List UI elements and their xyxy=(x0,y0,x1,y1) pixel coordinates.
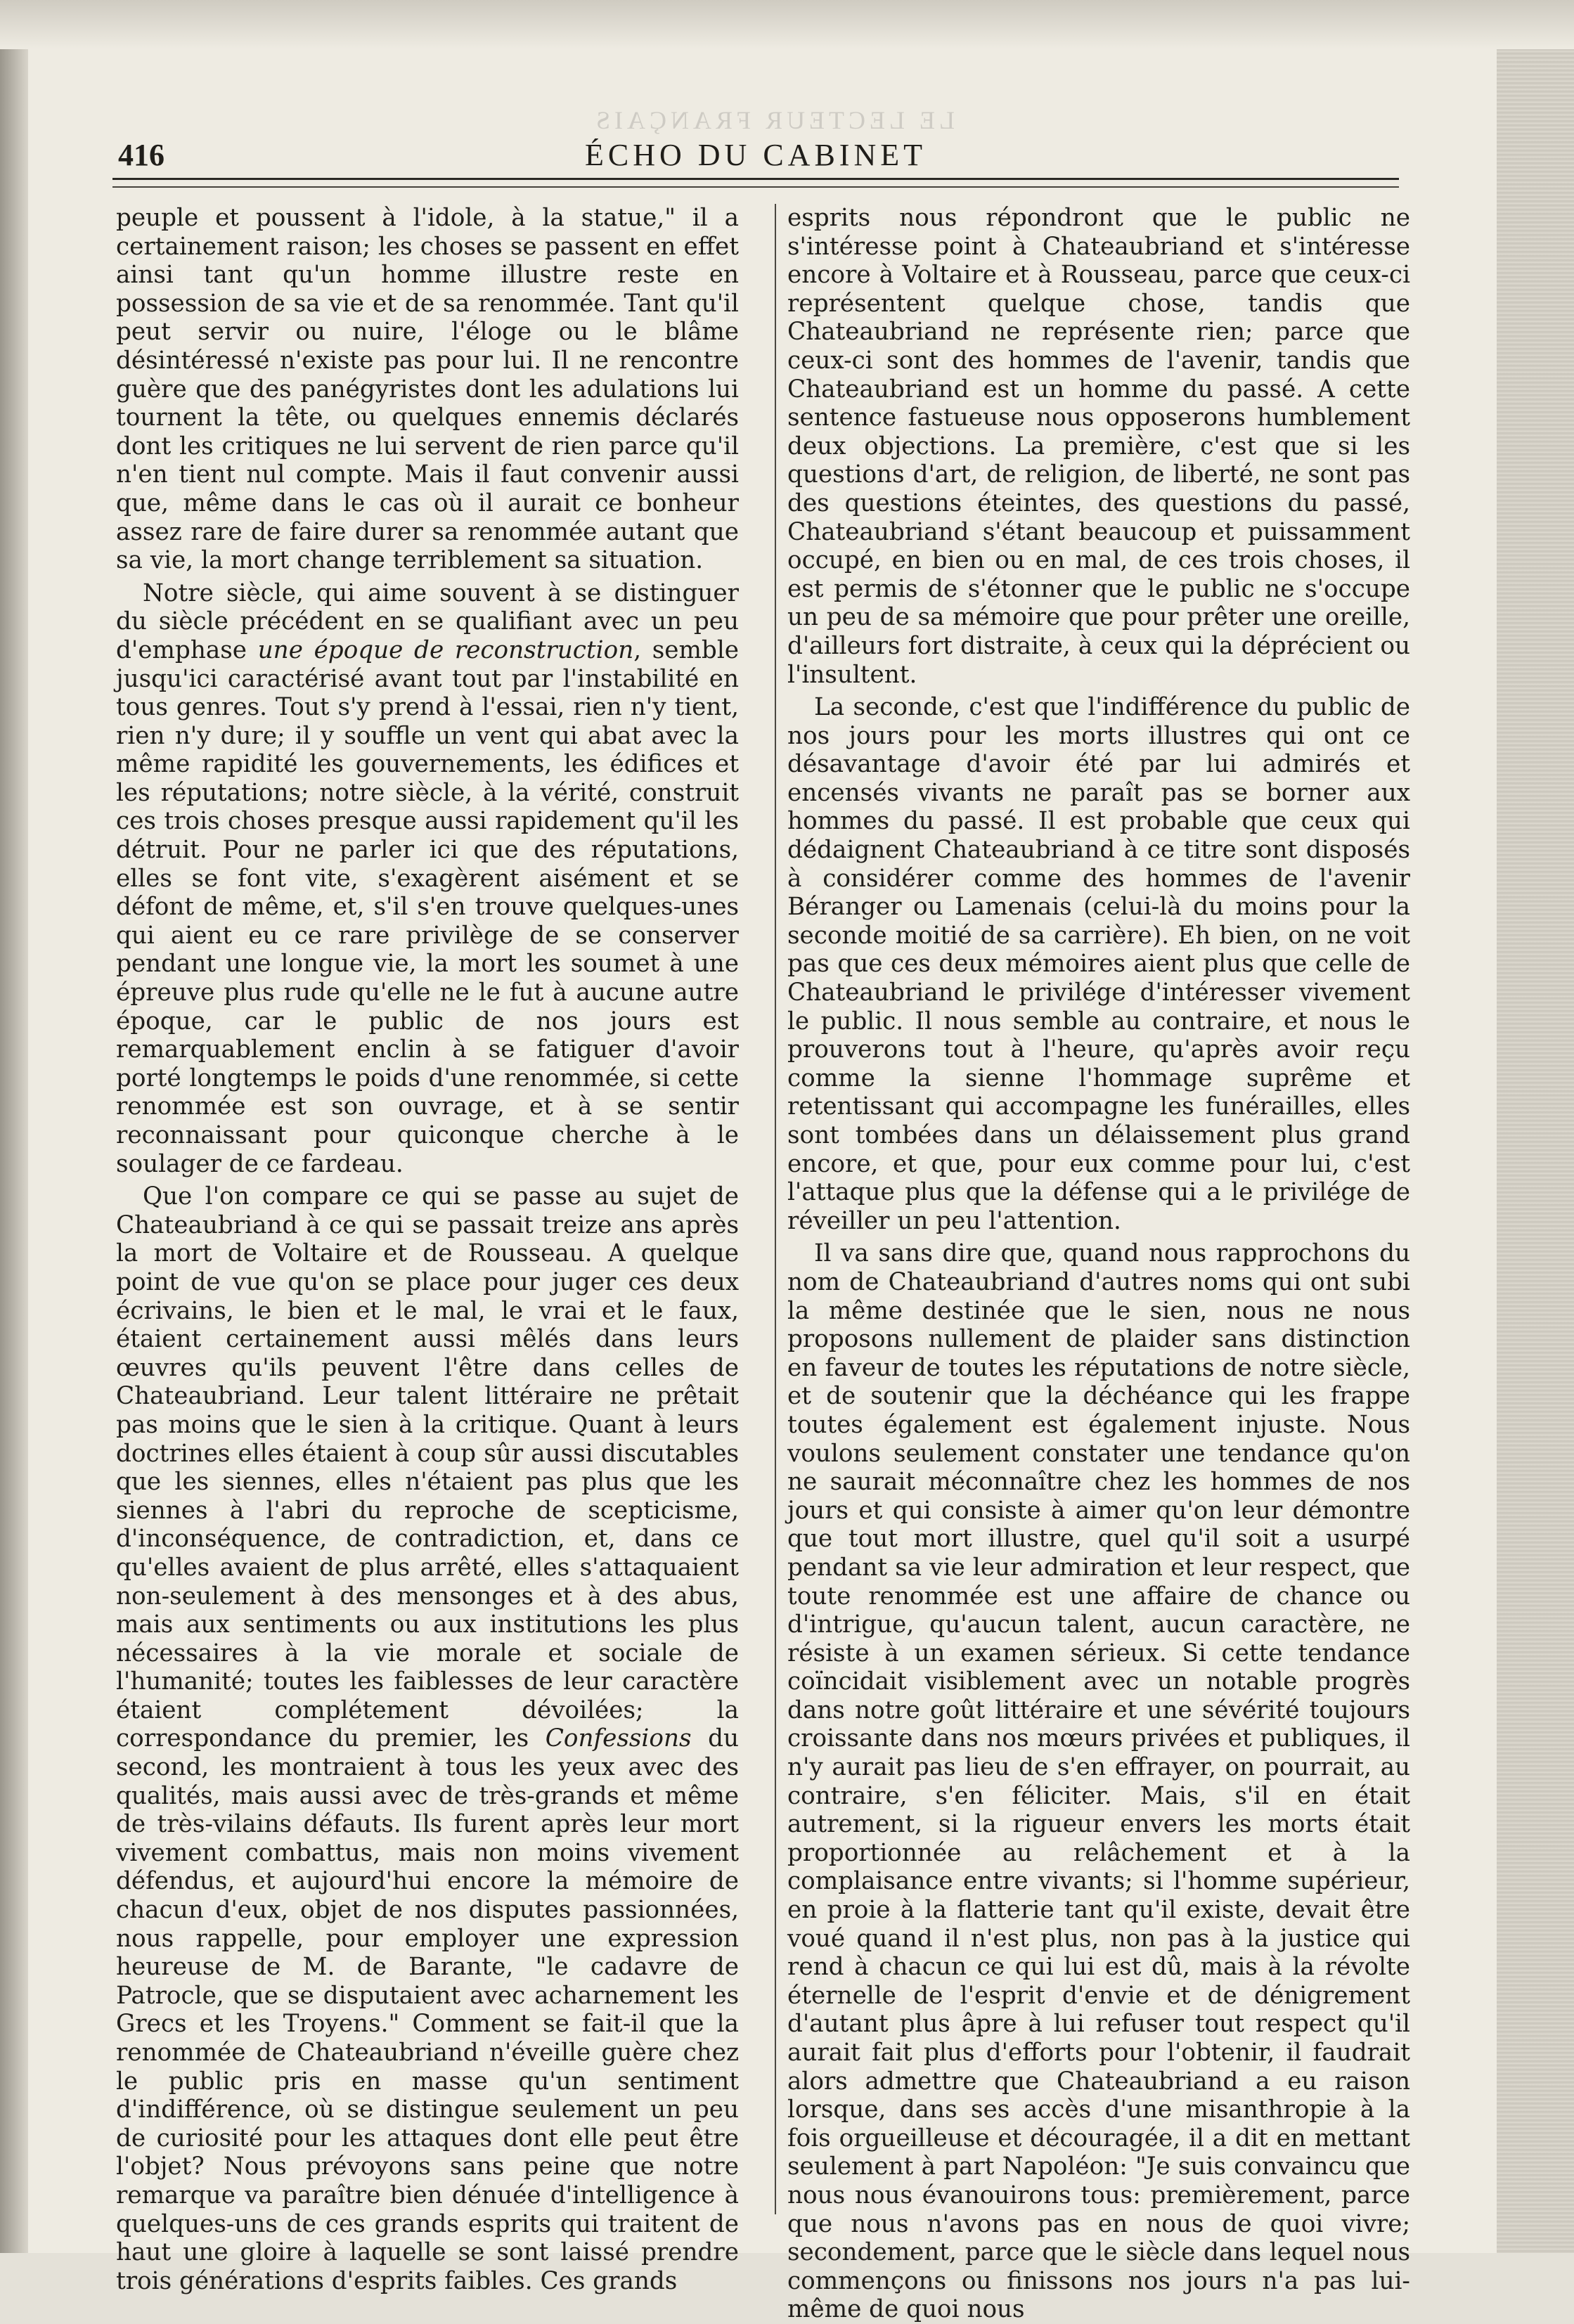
right-paragraph-3: Il va sans dire que, quand nous rapprochons du nom de Chateaubriand d'autres noms qui ont subi la même destinée que le sien, nous ne nous proposons nullement de plaider sans distinction en faveur de toutes les réputations de notre siècle, et de soutenir que la déchéance qui les frappe toutes également est également injuste. Nous voulons seulement constater une tendance qu'on ne saurait méconnaître chez les hommes de nos jours et qui consiste à aimer qu'on leur démontre que tout mort illustre, quel qu'il soit a usurpé pendant sa vie leur admiration et leur respect, que toute renommée est une affaire de chance ou d'intrigue, qu'aucun talent, aucun caractère, ne résiste à un examen sérieux. Si cette tendance coïncidait visiblement avec un notable progrès dans notre goût littéraire et une sévérité toujours croissante dans nos mœurs privées et publiques, il n'y aurait pas lieu de s'en effrayer, on pourrait, au contraire, s'en féliciter. Mais, s'il en était autrement, si la rigueur envers les morts était proportionnée au relâchement et à la complaisance entre vivants; si l'homme supérieur, en proie à la flatterie tant qu'il existe, devait être voué quand il n'est plus, non pas à la justice qui rend à chacun ce qui lui est dû, mais à la révolte éternelle de l'esprit d'envie et de dénigrement d'autant plus âpre à lui refuser tout respect qu'il aurait fait plus d'efforts pour l'obtenir, il faudrait alors admettre que Chateaubriand a eu raison lorsque, dans ses accès d'une misanthropie à la fois orgueilleuse et découragée, il a dit en mettant seulement à part Napoléon: "Je suis convaincu que nous nous évanouirons tous: premièrement, parce que nous n'avons pas en nous de quoi vivre; secondement, parce que le siècle dans lequel nous commençons ou finissons nos jours n'a pas lui-même de quoi nous xyxy=(787,1239,1410,2324)
page-header xyxy=(112,137,1399,180)
left-column xyxy=(116,204,739,2295)
page-right-edge xyxy=(1497,0,1574,2253)
bleed-through-text: LE LECTEUR FRANÇAIS xyxy=(592,106,955,134)
text-span: Que l'on compare ce qui se passe au sujet de Chateaubriand à ce qui se passait treize ans après la mort de Voltaire et de Rousseau. A quelque point de vue qu'on se place pour juger ces deux écrivains, le bien et le mal, le vrai et le faux, étaient certainement aussi mêlés dans leurs œuvres qu'ils peuvent l'être dans celles de Chateaubriand. Leur talent littéraire ne prêtait pas moins que le sien à la critique. Quant à leurs doctrines elles étaient à coup sûr aussi discutables que les siennes, elles n'étaient pas plus que les siennes à l'abri du reproche de scepticisme, d'inconséquence, de contradiction, et, dans ce qu'elles avaient de plus arrêté, elles s'attaquaient non-seulement à des mensonges et à des abus, mais aux sentiments ou aux institutions les plus nécessaires à la vie morale et sociale de l'humanité; toutes les faiblesses de leur caractère étaient complétement dévoilées; la correspondance du premier, les xyxy=(116,1182,739,1753)
italic-phrase: une époque de reconstruction xyxy=(257,635,634,664)
page-left-edge xyxy=(0,0,28,2253)
text-span: Notre siècle, qui aime souvent à se distinguer du siècle précédent en se qualifiant avec un peu d'emphase xyxy=(116,579,739,664)
column-divider xyxy=(775,204,776,2214)
page-number: 416 xyxy=(118,138,165,172)
right-paragraph-2: La seconde, c'est que l'indifférence du public de nos jours pour les morts illustres qui ont ce désavantage d'avoir été par lui admirés et encensés vivants ne paraît pas se borner aux hommes du passé. Il est probable que ceux qui dédaignent Chateaubriand à ce titre sont disposés à considérer comme des hommes de l'avenir Béranger ou Lamenais (celui-là du moins pour la seconde moitié de sa carrière). Eh bien, on ne voit pas que ces deux mémoires aient plus que celle de Chateaubriand le privilége d'intéresser vivement le public. Il nous semble au contraire, et nous le prouverons tout à l'heure, qu'après avoir reçu comme la sienne l'hommage suprême et retentissant qui accompagne les funérailles, elles sont tombées dans un délaissement plus grand encore, et que, pour eux comme pour lui, c'est l'attaque plus que la défense qui a le privilége de réveiller un peu l'attention. xyxy=(787,693,1410,1235)
left-paragraph-1: peuple et poussent à l'idole, à la statue," il a certainement raison; les choses se passent en effet ainsi tant qu'un homme illustre reste en possession de sa vie et de sa renommée. Tant qu'il peut servir ou nuire, l'éloge ou le blâme désintéressé n'existe pas pour lui. Il ne rencontre guère que des panégyristes dont les adulations lui tournent la tête, ou quelques ennemis déclarés dont les critiques ne lui servent de rien parce qu'il n'en tient nul compte. Mais il faut convenir aussi que, même dans le cas où il aurait ce bonheur assez rare de faire durer sa renommée autant que sa vie, la mort change terriblement sa situation. xyxy=(116,204,739,575)
running-title: ÉCHO DU CABINET xyxy=(585,138,927,172)
right-paragraph-1: esprits nous répondront que le public ne s'intéresse point à Chateaubriand et s'intéresse encore à Voltaire et à Rousseau, parce que ceux-ci représentent quelque chose, tandis que Chateaubriand ne représente rien; parce que ceux-ci sont des hommes de l'avenir, tandis que Chateaubriand est un homme du passé. A cette sentence fastueuse nous opposerons humblement deux objections. La première, c'est que si les questions d'art, de religion, de liberté, ne sont pas des questions éteintes, des questions du passé, Chateaubriand s'étant beaucoup et puissamment occupé, en bien ou en mal, de ces trois choses, il est permis de s'étonner que le public ne s'occupe un peu de sa mémoire que pour prêter une oreille, d'ailleurs fort distraite, à ceux qui la déprécient ou l'insultent. xyxy=(787,204,1410,689)
left-paragraph-2 xyxy=(116,579,739,1178)
header-rule xyxy=(112,186,1399,188)
italic-title: Confessions xyxy=(545,1724,692,1753)
right-column xyxy=(787,204,1410,2324)
text-span: du second, les montraient à tous les yeux avec des qualités, mais aussi avec de très-grands et même de très-vilains défauts. Ils furent après leur mort vivement combattus, mais non moins vivement défendus, et aujourd'hui encore la mémoire de chacun d'eux, objet de nos disputes passionnées, nous rappelle, pour employer une expression heureuse de M. de Barante, "le cadavre de Patrocle, que se disputaient avec acharnement les Grecs et les Troyens." Comment se fait-il que la renommée de Chateaubriand n'éveille guère chez le public pris en masse qu'un sentiment d'indifférence, où se distingue seulement un peu de curiosité pour les attaques dont elle peut être l'objet? Nous prévoyons sans peine que notre remarque va paraître bien dénuée d'intelligence à quelques-uns de ces grands esprits qui traitent de haut une gloire à laquelle se sont laissé prendre trois générations d'esprits faibles. Ces grands xyxy=(116,1724,739,2295)
page-top-edge xyxy=(0,0,1574,49)
left-paragraph-3 xyxy=(116,1182,739,2295)
text-span: , semble jusqu'ici caractérisé avant tout par l'instabilité en tous genres. Tout s'y prend à l'essai, rien n'y tient, rien n'y dure; il y souffle un vent qui abat avec la même rapidité les gouvernements, les édifices et les réputations; notre siècle, à la vérité, construit ces trois choses presque aussi rapidement qu'il les détruit. Pour ne parler ici que des réputations, elles se font vite, s'exagèrent aisément et se défont de même, et, s'il s'en trouve quelques-unes qui aient eu ce rare privilège de se conserver pendant une longue vie, la mort les soumet à une épreuve plus rude qu'elle ne le fut à aucune autre époque, car le public de nos jours est remarquablement enclin à se fatiguer d'avoir porté longtemps le poids d'une renommée, si cette renommée est son ouvrage, et à se sentir reconnaissant pour quiconque cherche à le soulager de ce fardeau. xyxy=(116,635,739,1178)
